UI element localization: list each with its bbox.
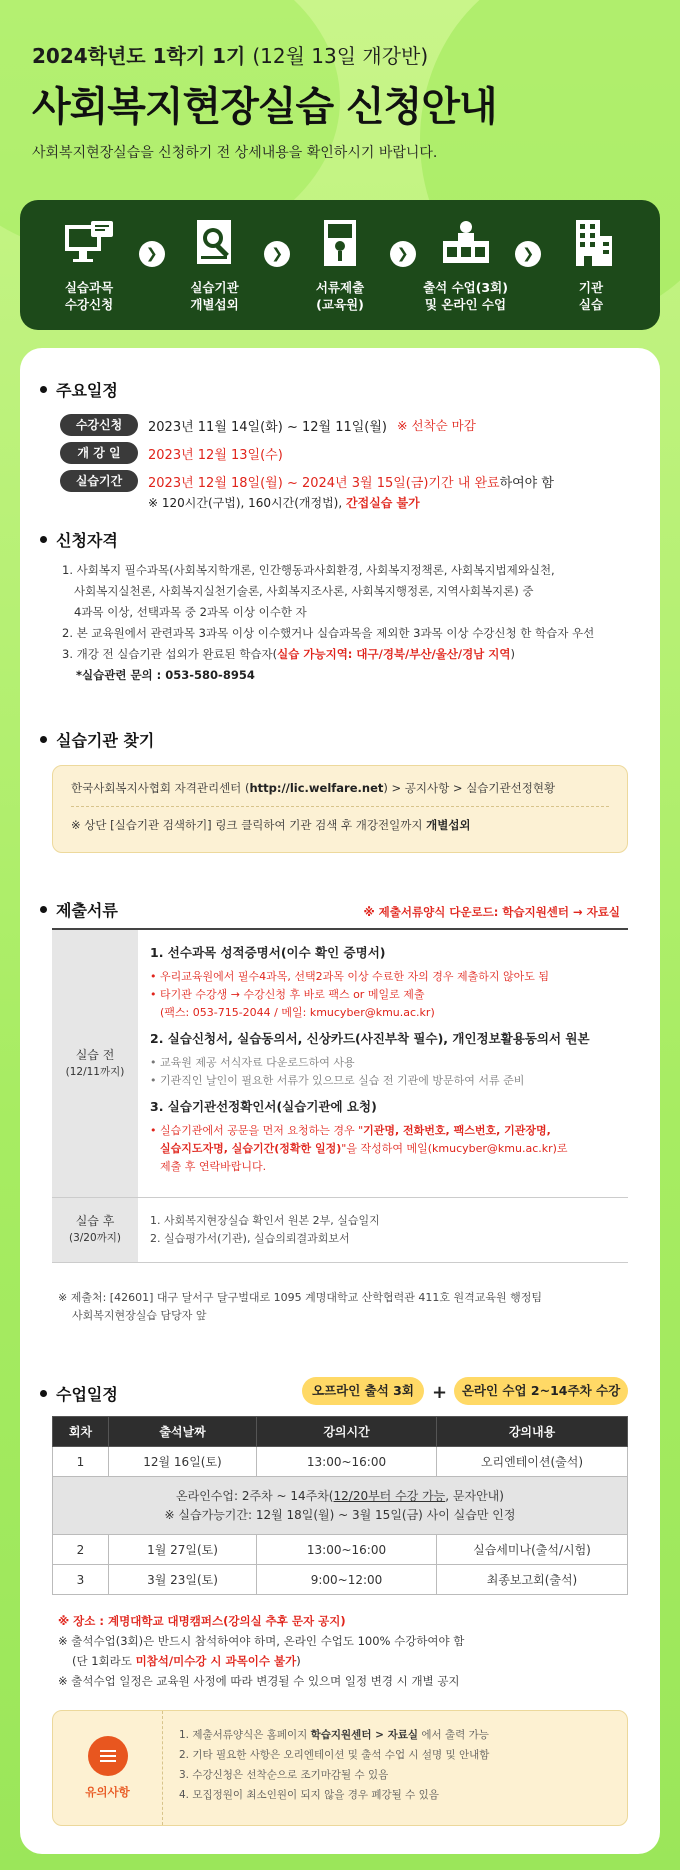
after-label: 실습 후 (3/20까지) <box>52 1198 138 1262</box>
document-detail: 제출 후 연락바랍니다. <box>160 1160 267 1173</box>
class-note: (단 1회라도 미참석/미수강 시 과목이수 불가) <box>72 1654 301 1668</box>
find-box <box>52 765 628 853</box>
caution-label-area <box>53 1711 163 1825</box>
document-title: 3. 실습기관선정확인서(실습기관에 요청) <box>150 1099 377 1114</box>
step-label: 기관 실습 <box>578 280 604 312</box>
practice-badge: 실습기간 <box>60 470 138 492</box>
caution-item: 3. 수강신청은 선착순으로 조기마감될 수 있음 <box>179 1769 389 1781</box>
table-cell: 1 <box>53 1447 109 1477</box>
table-row <box>53 1535 628 1565</box>
step-label: 서류제출 (교육원) <box>315 280 365 312</box>
bullet-icon <box>40 736 47 743</box>
table-header-row <box>53 1417 628 1447</box>
qualification-line: 1. 사회복지 필수과목(사회복지학개론, 인간행동과사회환경, 사회복지정책론, 사회복지법제와실천, <box>62 563 555 577</box>
table-cell: 3월 23일(토) <box>109 1565 257 1595</box>
welfare-link[interactable]: http://lic.welfare.net <box>249 781 384 795</box>
documents-table <box>52 928 628 1263</box>
table-cell: 13:00~16:00 <box>257 1447 437 1477</box>
class-note: ※ 출석수업(3회)은 반드시 참석하여야 하며, 온라인 수업도 100% 수강하여야 함 <box>58 1634 465 1648</box>
table-row-online <box>53 1477 628 1535</box>
after-content <box>138 1198 628 1262</box>
section-title-schedule: 주요일정 <box>40 378 118 401</box>
qualification-line: 4과목 이상, 선택과목 중 2과목 이상 이수한 자 <box>74 605 307 619</box>
hours-warning: 간접실습 불가 <box>346 496 420 510</box>
table-cell: 2 <box>53 1535 109 1565</box>
qualification-line: 2. 본 교육원에서 관련과목 3과목 이상 이수했거나 실습과목을 제외한 3과목 이상 수강신청 한 학습자 우선 <box>62 626 595 640</box>
practice-hours <box>148 494 420 511</box>
classroom-icon <box>439 217 493 269</box>
step-label: 실습과목 수강신청 <box>64 280 114 312</box>
registration-note: ※ 선착순 마감 <box>397 418 476 433</box>
subtitle-start: (12월 13일 개강반) <box>252 44 429 68</box>
qualification-line: 사회복지실천론, 사회복지실천기술론, 사회복지조사론, 사회복지행정론, 지역사회복지론) 중 <box>74 584 534 598</box>
schedule-practice <box>60 470 554 492</box>
schedule-registration <box>60 414 476 436</box>
hours-note: ※ 120시간(구법), 160시간(개정법), <box>148 496 343 510</box>
class-place: ※ 장소 : 계명대학교 대명캠퍼스(강의실 추후 문자 공지) <box>58 1614 346 1628</box>
online-line: ※ 실습가능기간: 12월 18일(월) ~ 3월 15일(금) 사이 실습만 인정 <box>164 1507 516 1522</box>
column-header: 회차 <box>53 1417 109 1447</box>
documents-after-row <box>52 1198 628 1262</box>
offline-tag: 오프라인 출석 3회 <box>302 1377 424 1405</box>
qualification-list <box>62 560 594 686</box>
document-detail: • 기관직인 날인이 필요한 서류가 있으므로 실습 전 기관에 방문하여 서류 준비 <box>150 1074 525 1087</box>
step-practice <box>548 217 634 313</box>
before-content <box>138 930 628 1197</box>
online-tag: 온라인 수업 2~14주차 수강 <box>454 1377 628 1405</box>
subtitle-term: 2024학년도 1학기 1기 <box>32 44 246 68</box>
bullet-icon <box>40 906 47 913</box>
building-icon <box>564 217 618 269</box>
document-detail: • 교육원 제공 서식자료 다운로드하여 사용 <box>150 1056 355 1069</box>
registration-badge: 수강신청 <box>60 414 138 436</box>
before-label: 실습 전 (12/11까지) <box>52 930 138 1197</box>
bullet-icon <box>40 1390 47 1397</box>
qualification-line: 3. 개강 전 실습기관 섭외가 완료된 학습자(실습 가능지역: 대구/경북/부산/울산/경남 지역) <box>62 647 516 661</box>
table-cell: 9:00~12:00 <box>257 1565 437 1595</box>
download-note: ※ 제출서류양식 다운로드: 학습지원센터 → 자료실 <box>363 905 620 919</box>
plus-sign: + <box>432 1382 448 1403</box>
header <box>32 40 497 162</box>
step-classes <box>423 217 509 313</box>
online-info-cell <box>53 1477 628 1535</box>
section-title-classes: 수업일정 <box>40 1382 118 1405</box>
column-header: 강의시간 <box>257 1417 437 1447</box>
find-path: 한국사회복지사협회 자격관리센터 (http://lic.welfare.net) > 공지사항 > 실습기관선정현황 <box>71 781 556 795</box>
chevron-right-icon: ❯ <box>264 241 290 267</box>
online-line: 온라인수업: 2주차 ~ 14주차(12/20부터 수강 가능, 문자안내) <box>176 1488 504 1503</box>
bullet-icon <box>40 386 47 393</box>
document-detail: • 타기관 수강생 → 수강신청 후 바로 팩스 or 메일로 제출 <box>150 988 425 1001</box>
class-schedule-table <box>52 1416 628 1595</box>
contact-info: *실습관련 문의 : 053-580-8954 <box>76 668 255 682</box>
step-label: 출석 수업(3회) 및 온라인 수업 <box>423 280 508 312</box>
practice-suffix: 하여야 함 <box>499 475 554 491</box>
practice-date: 2023년 12월 18일(월) ~ 2024년 3월 15일(금)기간 내 완료 <box>148 475 500 491</box>
chevron-right-icon: ❯ <box>139 241 165 267</box>
process-steps <box>20 200 660 330</box>
document-detail: • 실습기관에서 공문을 먼저 요청하는 경우 "기관명, 전화번호, 팩스번호, 기관장명, <box>150 1124 551 1137</box>
list-icon <box>88 1736 128 1776</box>
bullet-icon <box>40 536 47 543</box>
caution-label: 유의사항 <box>85 1785 130 1799</box>
document-detail: • 우리교육원에서 필수4과목, 선택2과목 이상 수료한 자의 경우 제출하지 않아도 됨 <box>150 970 549 983</box>
table-cell: 오리엔테이션(출석) <box>437 1447 628 1477</box>
open-date: 2023년 12월 13일(수) <box>148 447 283 463</box>
documents-before-row <box>52 930 628 1198</box>
table-cell: 3 <box>53 1565 109 1595</box>
step-label: 실습기관 개별섭외 <box>190 280 239 312</box>
submission-address <box>58 1289 542 1325</box>
step-documents <box>297 217 383 313</box>
step-registration <box>46 217 132 313</box>
table-row <box>53 1565 628 1595</box>
caution-box <box>52 1710 628 1826</box>
envelope-icon <box>313 217 367 269</box>
caution-item: 1. 제출서류양식은 홈페이지 학습지원센터 > 자료실 에서 출력 가능 <box>179 1729 489 1741</box>
table-cell: 최종보고회(출석) <box>437 1565 628 1595</box>
table-row <box>53 1447 628 1477</box>
schedule-open <box>60 442 283 464</box>
computer-icon <box>62 217 116 269</box>
table-cell: 1월 27일(토) <box>109 1535 257 1565</box>
section-title-documents: 제출서류 <box>40 898 118 921</box>
page-description: 사회복지현장실습을 신청하기 전 상세내용을 확인하시기 바랍니다. <box>32 145 438 161</box>
address-line: ※ 제출처: [42601] 대구 달서구 달구벌대로 1095 계명대학교 산학협력관 411호 원격교육원 행정팀 <box>58 1291 542 1304</box>
caution-item: 4. 모집정원이 최소인원이 되지 않을 경우 폐강될 수 있음 <box>179 1789 439 1801</box>
document-detail: (팩스: 053-715-2044 / 메일: kmucyber@kmu.ac.kr) <box>160 1006 435 1019</box>
class-notes <box>58 1611 464 1691</box>
document-detail: 1. 사회복지현장실습 확인서 원본 2부, 실습일지 <box>150 1214 380 1227</box>
find-note: ※ 상단 [실습기관 검색하기] 링크 클릭하여 기관 검색 후 개강전일까지 개별섭외 <box>71 818 471 832</box>
step-institution <box>172 217 258 313</box>
caution-item: 2. 기타 필요한 사항은 오리엔테이션 및 출석 수업 시 설명 및 안내함 <box>179 1749 490 1761</box>
table-cell: 12월 16일(토) <box>109 1447 257 1477</box>
document-title: 2. 실습신청서, 실습동의서, 신상카드(사진부착 필수), 개인정보활용동의서 원본 <box>150 1031 590 1046</box>
page-title: 사회복지현장실습 신청안내 <box>32 84 497 130</box>
column-header: 출석날짜 <box>109 1417 257 1447</box>
magnifier-document-icon <box>188 217 242 269</box>
document-title: 1. 선수과목 성적증명서(이수 확인 증명서) <box>150 945 386 960</box>
table-cell: 실습세미나(출석/시험) <box>437 1535 628 1565</box>
registration-date: 2023년 11월 14일(화) ~ 12월 11일(월) <box>148 419 387 435</box>
header-subtitle <box>32 40 497 69</box>
class-note: ※ 출석수업 일정은 교육원 사정에 따라 변경될 수 있으며 일정 변경 시 개별 공지 <box>58 1674 460 1688</box>
document-detail: 2. 실습평가서(기관), 실습의뢰결과회보서 <box>150 1232 350 1245</box>
divider <box>71 806 609 807</box>
caution-list <box>163 1711 627 1825</box>
chevron-right-icon: ❯ <box>390 241 416 267</box>
section-title-qualification: 신청자격 <box>40 528 118 551</box>
document-detail: 실습지도자명, 실습기간(정확한 일정)"을 작성하여 메일(kmucyber@kmu.ac.kr)로 <box>160 1142 568 1155</box>
table-cell: 13:00~16:00 <box>257 1535 437 1565</box>
chevron-right-icon: ❯ <box>515 241 541 267</box>
section-title-find: 실습기관 찾기 <box>40 728 154 751</box>
open-badge: 개 강 일 <box>60 442 138 464</box>
address-line: 사회복지현장실습 담당자 앞 <box>72 1309 207 1322</box>
column-header: 강의내용 <box>437 1417 628 1447</box>
